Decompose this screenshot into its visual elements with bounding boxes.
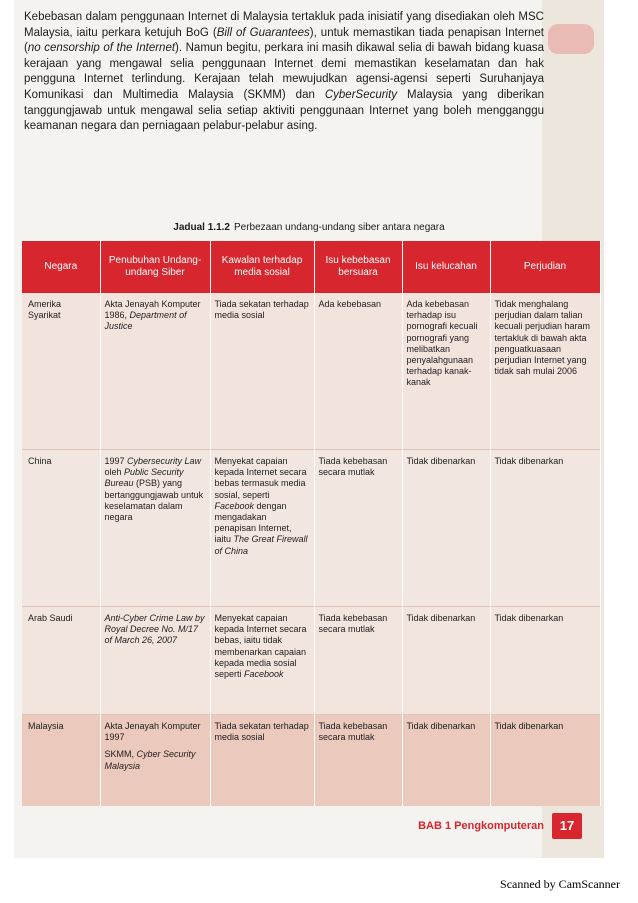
cell-kawalan: Tiada sekatan terhadap media sosial	[210, 293, 314, 450]
cell-kelucahan: Tidak dibenarkan	[402, 607, 490, 715]
table-row	[22, 607, 600, 715]
column-header: Isu kelucahan	[402, 241, 490, 293]
table-header-row	[22, 241, 600, 293]
cell-penubuhan	[100, 293, 210, 450]
cell-text: SKMM,	[104, 749, 137, 760]
cell-perjudian: Tidak dibenarkan	[490, 607, 600, 715]
column-header: Kawalan terhadap media sosial	[210, 241, 314, 293]
cell-negara: China	[22, 450, 100, 607]
cell-kelucahan: Tidak dibenarkan	[402, 715, 490, 807]
cell-perjudian: Tidak dibenarkan	[490, 715, 600, 807]
column-header: Penubuhan Undang-undang Siber	[100, 241, 210, 293]
cell-kebebasan: Ada kebebasan	[314, 293, 402, 450]
intro-italic: no censorship of the Internet	[27, 42, 176, 55]
intro-text: Malaysia yang diberikan tanggungjawab untuk mengawal selia setiap aktiviti penggunaan Internet yang boleh mengganggu keamanan negara dan perniagaan pelabur-pelabur asing.	[24, 88, 544, 133]
cell-negara: Arab Saudi	[22, 607, 100, 715]
table-row	[22, 450, 600, 607]
cell-text: (PSB) yang bertanggungjawab untuk keselamatan dalam negara	[104, 478, 204, 523]
cell-kawalan	[210, 450, 314, 607]
intro-text: ). Namun begitu, perkara ini masih dikawal selia di bawah bidang kuasa kerajaan yang mengawal selia penggunaan Internet demi memastikan keselamatan dan hak pengguna Internet terlindung. Kerajaan telah mewujudkan agensi-agensi seperti Suruhanjaya Komunikasi dan Multimedia Malaysia (SKMM) dan	[24, 42, 544, 101]
cell-text: dengan mengadakan penapisan Internet, iaitu	[214, 500, 292, 545]
chapter-label: BAB 1 Pengkomputeran	[418, 820, 544, 832]
cell-text: Akta Jenayah Komputer 1997	[104, 721, 201, 743]
book-page	[14, 0, 604, 858]
table-caption	[14, 222, 604, 233]
scanner-watermark: Scanned by CamScanner	[500, 877, 620, 891]
cell-text: oleh	[104, 467, 125, 478]
cell-text: Menyekat capaian kepada Internet secara bebas termasuk media sosial, seperti	[214, 456, 307, 500]
caption-label: Jadual 1.1.2	[173, 222, 230, 233]
cell-italic: The Great Firewall of China	[214, 534, 308, 556]
cell-line	[105, 749, 206, 771]
cell-italic: Facebook	[244, 669, 284, 680]
caption-text: Perbezaan undang-undang siber antara negara	[233, 222, 445, 233]
cell-italic: Cybersecurity Law	[127, 456, 202, 466]
cell-italic: Department of Justice	[104, 310, 187, 332]
cell-negara: Amerika Syarikat	[22, 293, 100, 450]
cell-italic: Anti-Cyber Crime Law by Royal Decree No. M/17 of March 26, 2007	[104, 613, 205, 646]
cell-italic: Facebook	[214, 500, 255, 511]
cell-perjudian: Tidak menghalang perjudian dalam talian kecuali perjudian haram tertakluk di bawah akta penguatkuasaan perjudian Internet yang tidak sah mulai 2006	[490, 293, 600, 450]
cyber-law-comparison-table	[22, 241, 601, 806]
cell-italic: Public Security Bureau	[104, 467, 184, 489]
cell-text: Menyekat capaian kepada Internet secara bebas, iaitu tidak membenarkan capaian kepada media sosial seperti	[214, 613, 307, 680]
cell-penubuhan	[100, 607, 210, 715]
cell-penubuhan	[100, 715, 210, 807]
intro-italic: Bill of Guarantees	[216, 26, 310, 39]
intro-paragraph	[24, 10, 544, 135]
table-row	[22, 293, 600, 450]
cell-perjudian: Tidak dibenarkan	[490, 450, 600, 607]
column-header: Negara	[22, 241, 100, 293]
page-footer	[418, 813, 582, 839]
margin-decoration-blob	[548, 24, 594, 54]
cell-kawalan: Tiada sekatan terhadap media sosial	[210, 715, 314, 807]
cell-text: Akta Jenayah Komputer 1986,	[104, 299, 201, 321]
cell-kebebasan: Tiada kebebasan secara mutlak	[314, 607, 402, 715]
page-number: 17	[552, 813, 582, 839]
column-header: Perjudian	[490, 241, 600, 293]
table-row	[22, 715, 600, 807]
cell-italic: Cyber Security Malaysia	[104, 749, 196, 771]
cell-text: 1997	[104, 456, 128, 466]
column-header: Isu kebebasan bersuara	[314, 241, 402, 293]
intro-italic: CyberSecurity	[324, 88, 398, 101]
cell-kawalan	[210, 607, 314, 715]
intro-text: ), untuk memastikan tiada penapisan Internet (	[24, 26, 544, 55]
cell-kebebasan: Tiada kebebasan secara mutlak	[314, 450, 402, 607]
intro-text: Kebebasan dalam penggunaan Internet di Malaysia tertakluk pada inisiatif yang disediakan oleh MSC Malaysia, iaitu perkara ketujuh BoG (	[24, 11, 544, 39]
cell-kelucahan: Ada kebebasan terhadap isu pornografi kecuali pornografi yang melibatkan penyalahgunaan terhadap kanak-kanak	[402, 293, 490, 450]
cell-kelucahan: Tidak dibenarkan	[402, 450, 490, 607]
cell-kebebasan: Tiada kebebasan secara mutlak	[314, 715, 402, 807]
cell-penubuhan	[100, 450, 210, 607]
cell-negara: Malaysia	[22, 715, 100, 807]
